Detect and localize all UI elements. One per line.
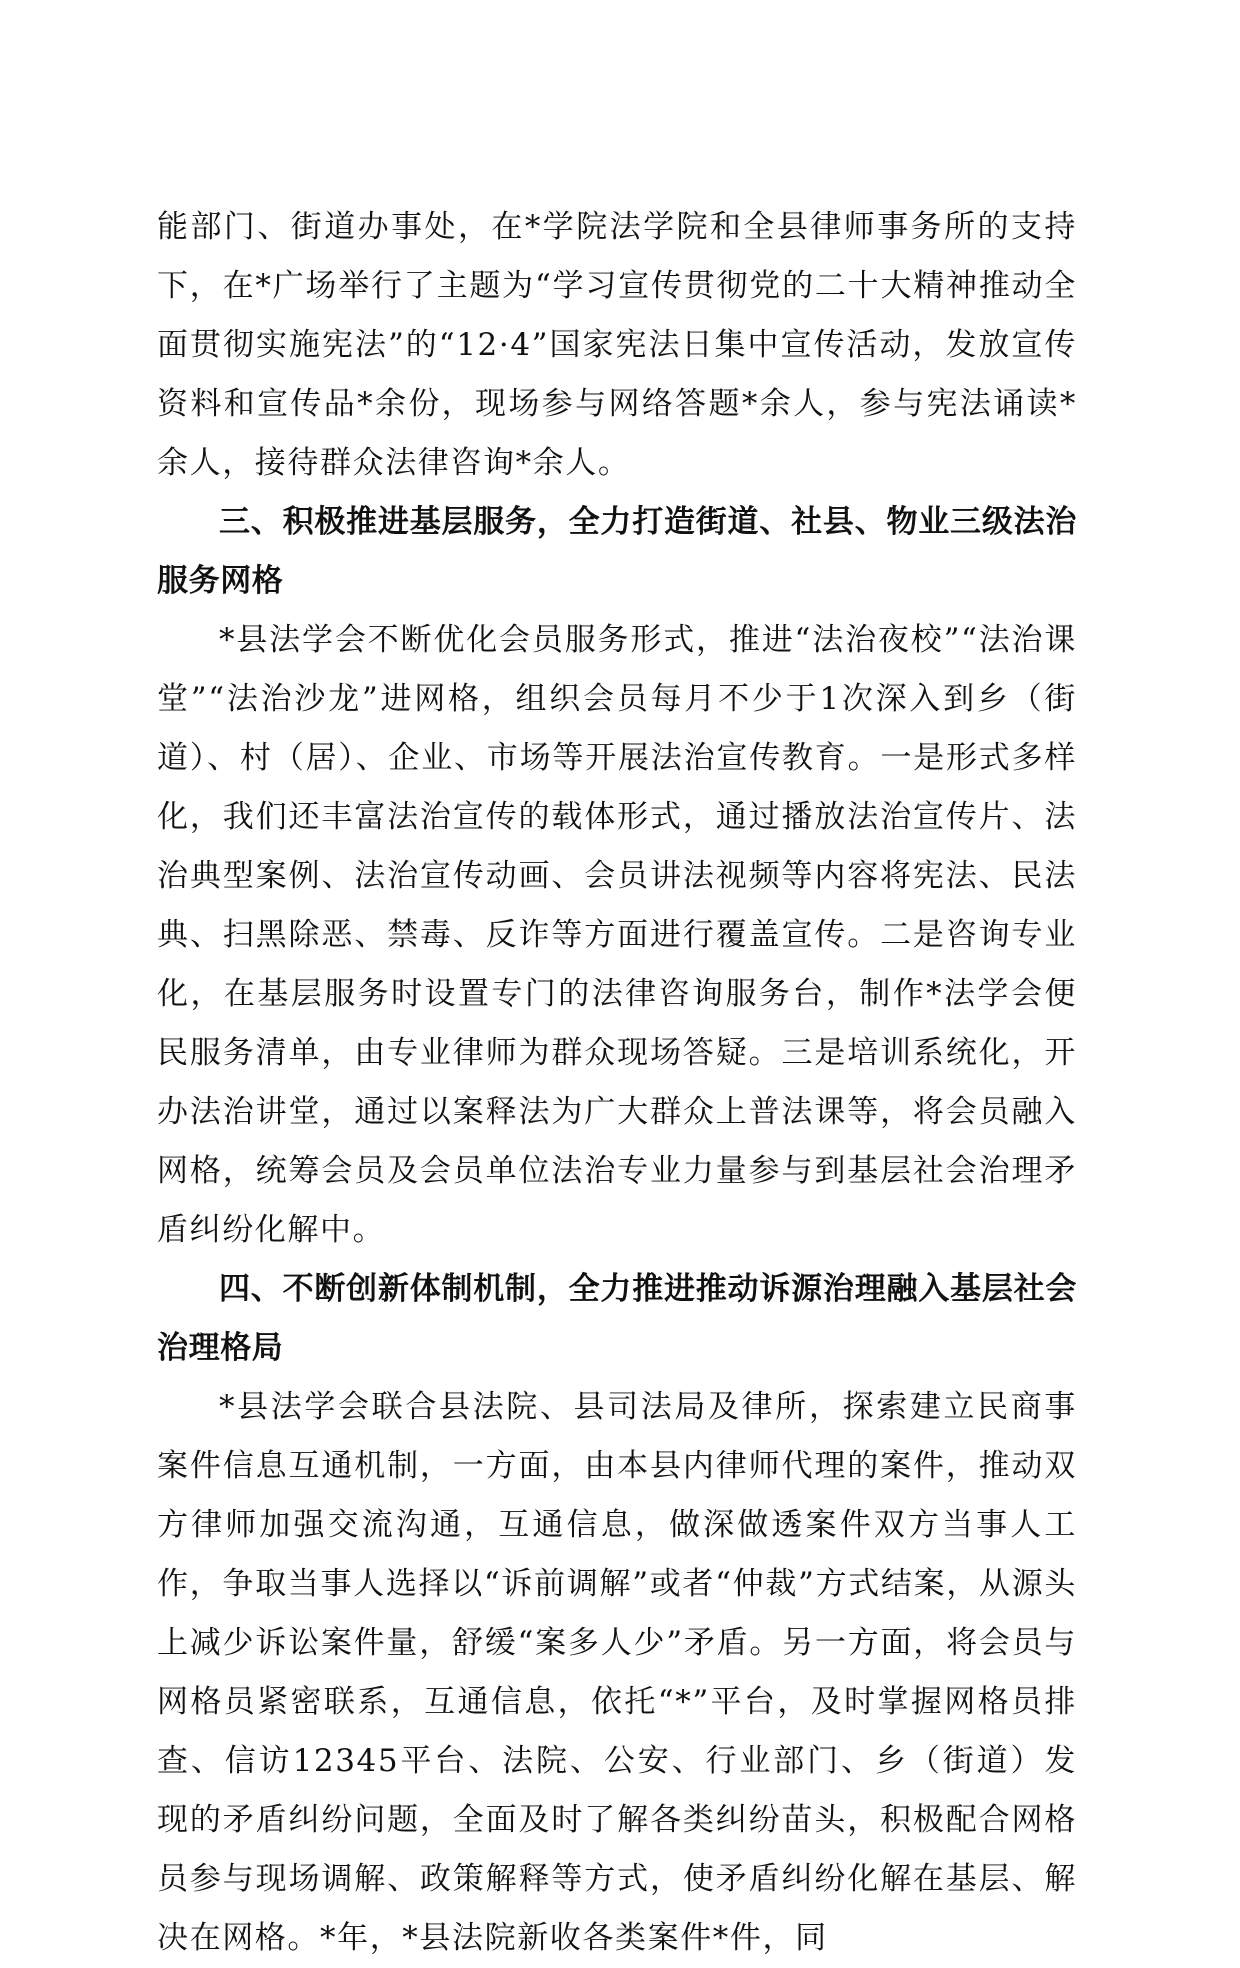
section-heading-4: 四、不断创新体制机制，全力推进推动诉源治理融入基层社会治理格局 [157,1271,1077,1366]
paragraph-intro-continuation: 能部门、街道办事处，在*学院法学院和全县律师事务所的支持下，在*广场举行了主题为“学习宣传贯彻党的二十大精神推动全面贯彻实施宪法”的“12·4”国家宪法日集中宣传活动，发放宣传资料和宣传品*余份，现场参与网络答题*余人，参与宪法诵读*余人，接待群众法律咨询*余人。 [157,209,1077,481]
paragraph-section-4: *县法学会联合县法院、县司法局及律所，探索建立民商事案件信息互通机制，一方面，由本县内律师代理的案件，推动双方律师加强交流沟通，互通信息，做深做透案件双方当事人工作，争取当事人选择以“诉前调解”或者“仲裁”方式结案，从源头上减少诉讼案件量，舒缓“案多人少”矛盾。另一方面，将会员与网格员紧密联系，互通信息，依托“*”平台，及时掌握网格员排查、信访12345平台、法院、公安、行业部门、乡（街道）发现的矛盾纠纷问题，全面及时了解各类纠纷苗头，积极配合网格员参与现场调解、政策解释等方式，使矛盾纠纷化解在基层、解决在网格。*年，*县法院新收各类案件*件，同 [157,1389,1077,1956]
paragraph-section-3: *县法学会不断优化会员服务形式，推进“法治夜校”“法治课堂”“法治沙龙”进网格，组织会员每月不少于1次深入到乡（街道）、村（居）、企业、市场等开展法治宣传教育。一是形式多样化，我们还丰富法治宣传的载体形式，通过播放法治宣传片、法治典型案例、法治宣传动画、会员讲法视频等内容将宪法、民法典、扫黑除恶、禁毒、反诈等方面进行覆盖宣传。二是咨询专业化，在基层服务时设置专门的法律咨询服务台，制作*法学会便民服务清单，由专业律师为群众现场答疑。三是培训系统化，开办法治讲堂，通过以案释法为广大群众上普法课等，将会员融入网格，统筹会员及会员单位法治专业力量参与到基层社会治理矛盾纠纷化解中。 [157,622,1077,1248]
section-heading-3: 三、积极推进基层服务，全力打造街道、社县、物业三级法治服务网格 [157,504,1077,599]
document-body [157,198,1077,1968]
